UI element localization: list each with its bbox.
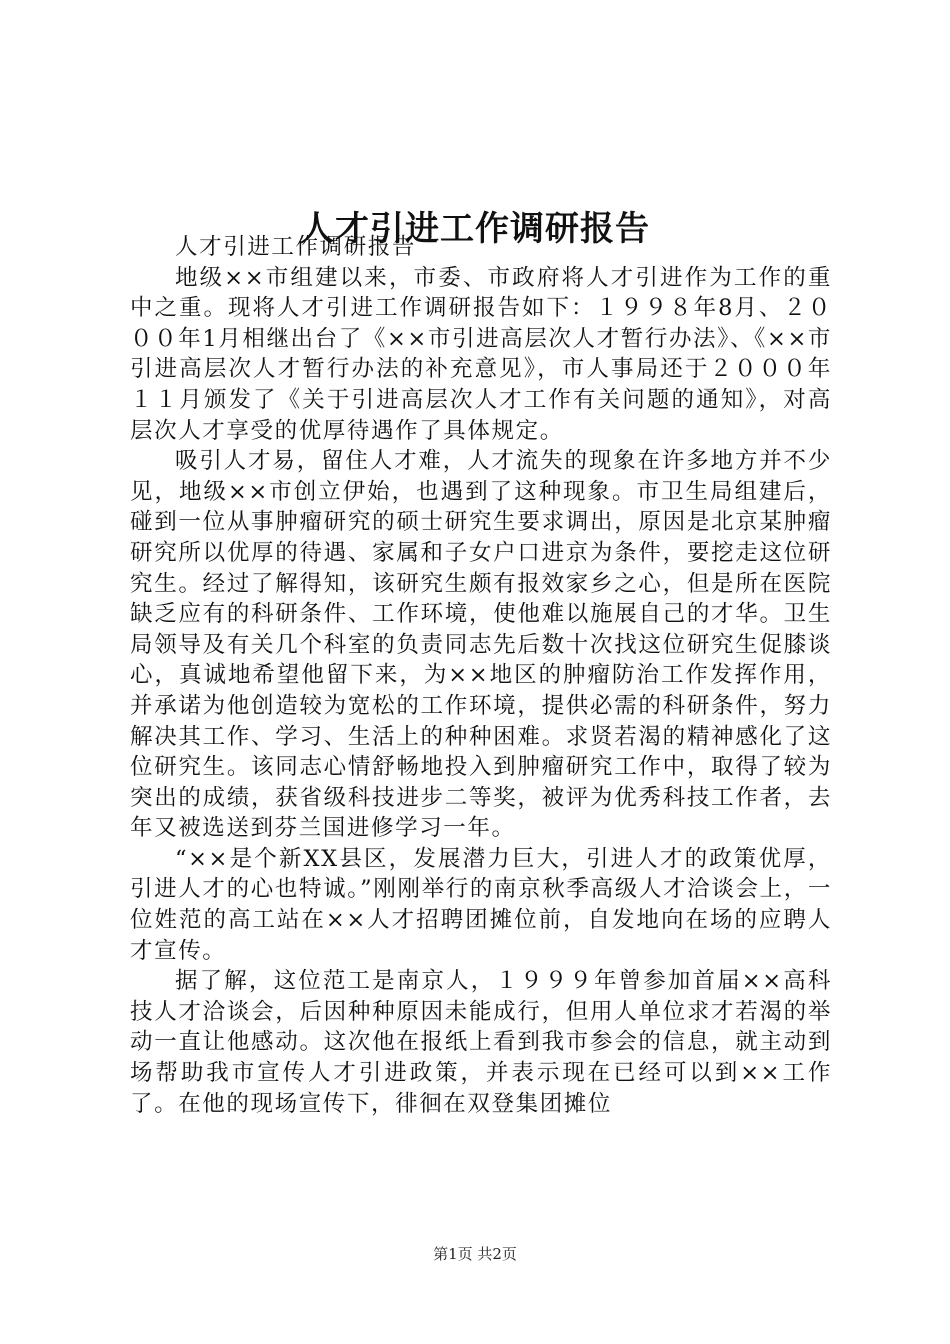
paragraph-3: “××是个新XX县区，发展潜力巨大，引进人才的政策优厚，引进人才的心也特诚。”刚刚举行的南京秋季高级人才洽谈会上，一位姓范的高工站在××人才招聘团摊位前，自发地向在场的应聘人才宣传。 [130,845,832,964]
paragraph-4: 据了解，这位范工是南京人，１９９９年曾参加首届××高科技人才洽谈会，后因种种原因未能成行，但用人单位求才若渴的举动一直让他感动。这次他在报纸上看到我市参会的信息，就主动到场帮助我市宣传人才引进政策，并表示现在已经可以到××工作了。在他的现场宣传下，徘徊在双登集团摊位 [130,968,832,1117]
paragraph-1: 地级××市组建以来，市委、市政府将人才引进作为工作的重中之重。现将人才引进工作调研报告如下：１９９８年8月、２０００年1月相继出台了《××市引进高层次人才暂行办法》、《××市引进高层次人才暂行办法的补充意见》，市人事局还于２０００年１１月颁发了《关于引进高层次人才工作有关问题的通知》，对高层次人才享受的优厚待遇作了具体规定。 [130,264,832,444]
paragraph-subtitle: 人才引进工作调研报告 [175,234,417,260]
paragraph-2: 吸引人才易，留住人才难，人才流失的现象在许多地方并不少见，地级××市创立伊始，也遇到了这种现象。市卫生局组建后，碰到一位从事肿瘤研究的硕士研究生要求调出，原因是北京某肿瘤研究所以优厚的待遇、家属和子女户口进京为条件，要挖走这位研究生。经过了解得知，该研究生颇有报效家乡之心，但是所在医院缺乏应有的科研条件、工作环境，使他难以施展自己的才华。卫生局领导及有关几个科室的负责同志先后数十次找这位研究生促膝谈心，真诚地希望他留下来，为××地区的肿瘤防治工作发挥作用，并承诺为他创造较为宽松的工作环境，提供必需的科研条件，努力解决其工作、学习、生活上的种种困难。求贤若渴的精神感化了这位研究生。该同志心情舒畅地投入到肿瘤研究工作中，取得了较为突出的成绩，获省级科技进步二等奖，被评为优秀科技工作者，去年又被选送到芬兰国进修学习一年。 [130,448,832,842]
document-body [130,232,832,1119]
page-footer: 第1页 共2页 [433,1245,517,1263]
document-title: 人才引进工作调研报告 [300,208,650,249]
